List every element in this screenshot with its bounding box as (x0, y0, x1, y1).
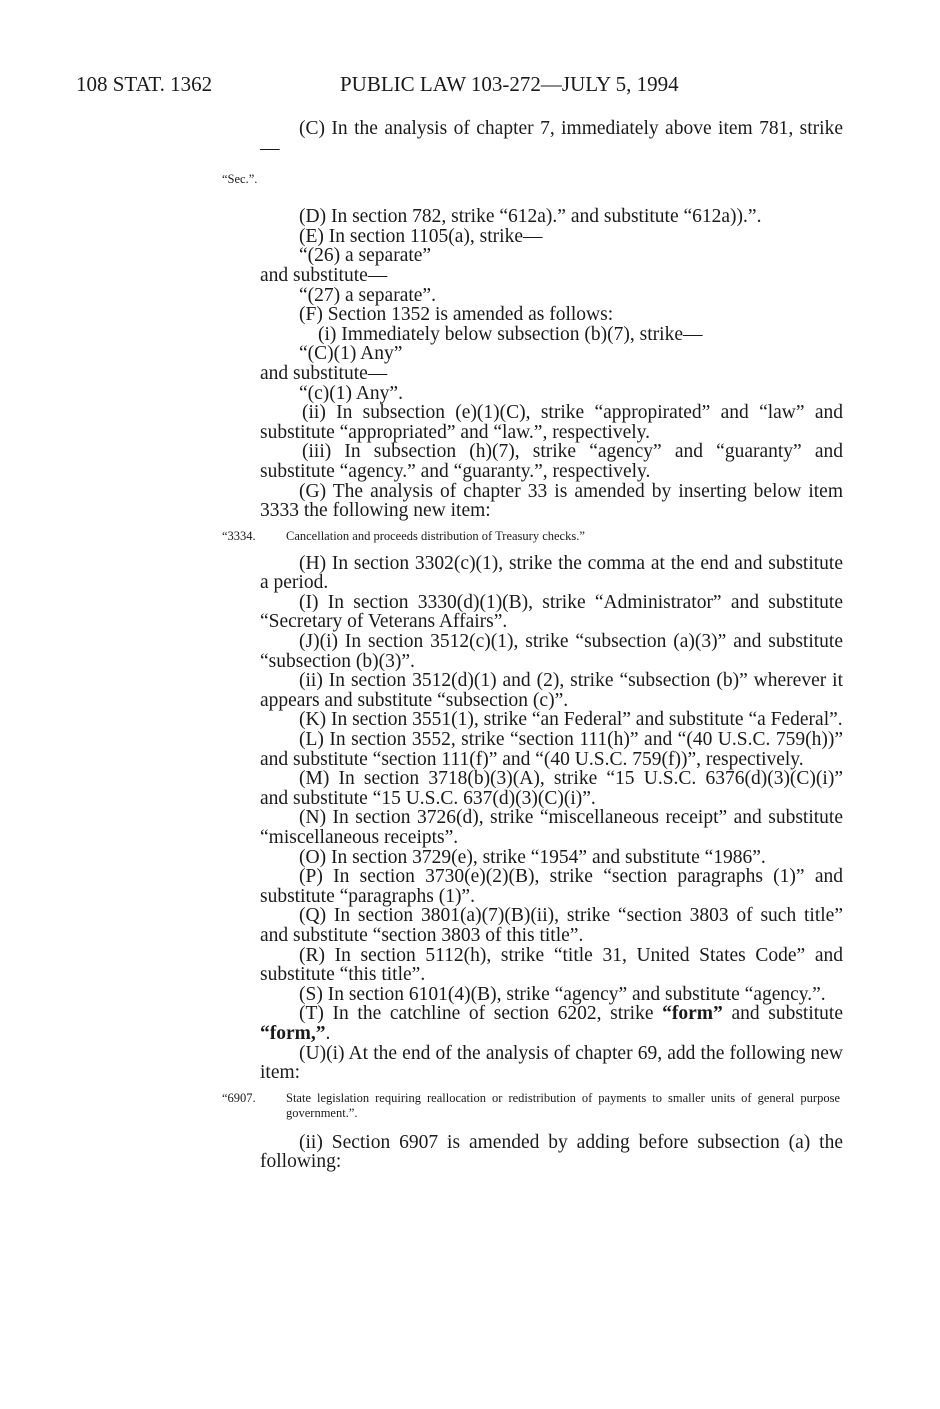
paragraph-t-bold-2: “form,” (260, 1022, 326, 1044)
item-3334-number: “3334. (222, 528, 256, 543)
paragraph-f-quote-2: “(c)(1) Any”. (299, 382, 403, 404)
paragraph-t-pre: (T) In the catchline of section 6202, strike (299, 1003, 663, 1025)
paragraph-f-iii (221, 442, 843, 481)
paragraph-f-ii (221, 403, 843, 442)
paragraph-f-iii-text: (iii) In subsection (h)(7), strike “agency” and “guaranty” and substitute “agency.” and “guaranty.”, respectively. (260, 441, 843, 482)
paragraph-f-quote-1: “(C)(1) Any” (299, 343, 403, 365)
paragraph-e: (E) In section 1105(a), strike— (299, 225, 543, 247)
paragraph-t (260, 1004, 843, 1043)
paragraph-u-i: (U)(i) At the end of the analysis of chapter 69, add the following new item: (260, 1042, 843, 1084)
sec-quote: “Sec.”. (222, 172, 258, 187)
paragraph-f-i: (i) Immediately below subsection (b)(7), strike— (318, 323, 703, 345)
paragraph-t-bold-1: “form” (662, 1003, 723, 1025)
paragraph-j-i: (J)(i) In section 3512(c)(1), strike “subsection (a)(3)” and substitute “subsection (b)(3)”. (260, 631, 843, 672)
paragraph-i: (I) In section 3330(d)(1)(B), strike “Administrator” and substitute “Secretary of Veterans Affairs”. (260, 591, 843, 633)
paragraph-u-ii: (ii) Section 6907 is amended by adding before subsection (a) the following: (260, 1131, 843, 1173)
new-item-6907 (222, 1091, 842, 1121)
paragraph-f-ii-text: (ii) In subsection (e)(1)(C), strike “appropirated” and “law” and substitute “appropriated” and “law.”, respectively. (260, 402, 843, 443)
paragraph-d: (D) In section 782, strike “612a).” and substitute “612a)).”. (299, 206, 762, 228)
paragraph-g: (G) The analysis of chapter 33 is amended by inserting below item 3333 the following new item: (260, 480, 843, 522)
paragraph-e-and-substitute: and substitute— (260, 264, 388, 286)
paragraph-s: (S) In section 6101(4)(B), strike “agency” and substitute “agency.”. (299, 983, 826, 1005)
public-law-title: PUBLIC LAW 103-272—JULY 5, 1994 (340, 72, 679, 96)
item-6907-text: State legislation requiring reallocation or redistribution of payments to smaller units of general purpose government.”. (286, 1090, 840, 1120)
paragraph-q: (Q) In section 3801(a)(7)(B)(ii), strike “section 3803 of such title” and substitute “section 3803 of this title”. (260, 905, 843, 946)
item-3334-text: Cancellation and proceeds distribution of Treasury checks.” (286, 528, 585, 543)
new-item-3334 (222, 529, 842, 544)
paragraph-e-quote-2: “(27) a separate”. (299, 284, 436, 306)
paragraph-n: (N) In section 3726(d), strike “miscellaneous receipt” and substitute “miscellaneous receipts”. (260, 807, 843, 848)
paragraph-f-and-substitute: and substitute— (260, 362, 388, 384)
statute-page-number: 108 STAT. 1362 (76, 72, 213, 96)
paragraph-p: (P) In section 3730(e)(2)(B), strike “section paragraphs (1)” and substitute “paragraphs (1)”. (260, 866, 843, 907)
paragraph-t-post: . (325, 1022, 331, 1044)
paragraph-o: (O) In section 3729(e), strike “1954” and substitute “1986”. (299, 846, 766, 868)
paragraph-k: (K) In section 3551(1), strike “an Federal” and substitute “a Federal”. (299, 709, 843, 731)
paragraph-r: (R) In section 5112(h), strike “title 31, United States Code” and substitute “this title”. (260, 944, 843, 986)
paragraph-t-mid: and substitute (722, 1003, 843, 1025)
document-body (222, 118, 843, 1173)
page-header (76, 72, 866, 102)
paragraph-f: (F) Section 1352 is amended as follows: (299, 304, 614, 326)
paragraph-j-ii: (ii) In section 3512(d)(1) and (2), strike “subsection (b)” wherever it appears and substitute “subsection (c)”. (260, 670, 843, 711)
paragraph-m: (M) In section 3718(b)(3)(A), strike “15 U.S.C. 6376(d)(3)(C)(i)” and substitute “15 U.S.C. 637(d)(3)(C)(i)”. (260, 768, 843, 809)
paragraph-e-quote-1: “(26) a separate” (299, 245, 432, 267)
paragraph-l: (L) In section 3552, strike “section 111(h)” and “(40 U.S.C. 759(h))” and substitute “section 111(f)” and “(40 U.S.C. 759(f))”, respectively. (260, 729, 843, 770)
paragraph-h: (H) In section 3302(c)(1), strike the comma at the end and substitute a period. (260, 552, 843, 594)
item-6907-number: “6907. (222, 1090, 256, 1105)
paragraph-c: (C) In the analysis of chapter 7, immediately above item 781, strike— (260, 118, 843, 159)
